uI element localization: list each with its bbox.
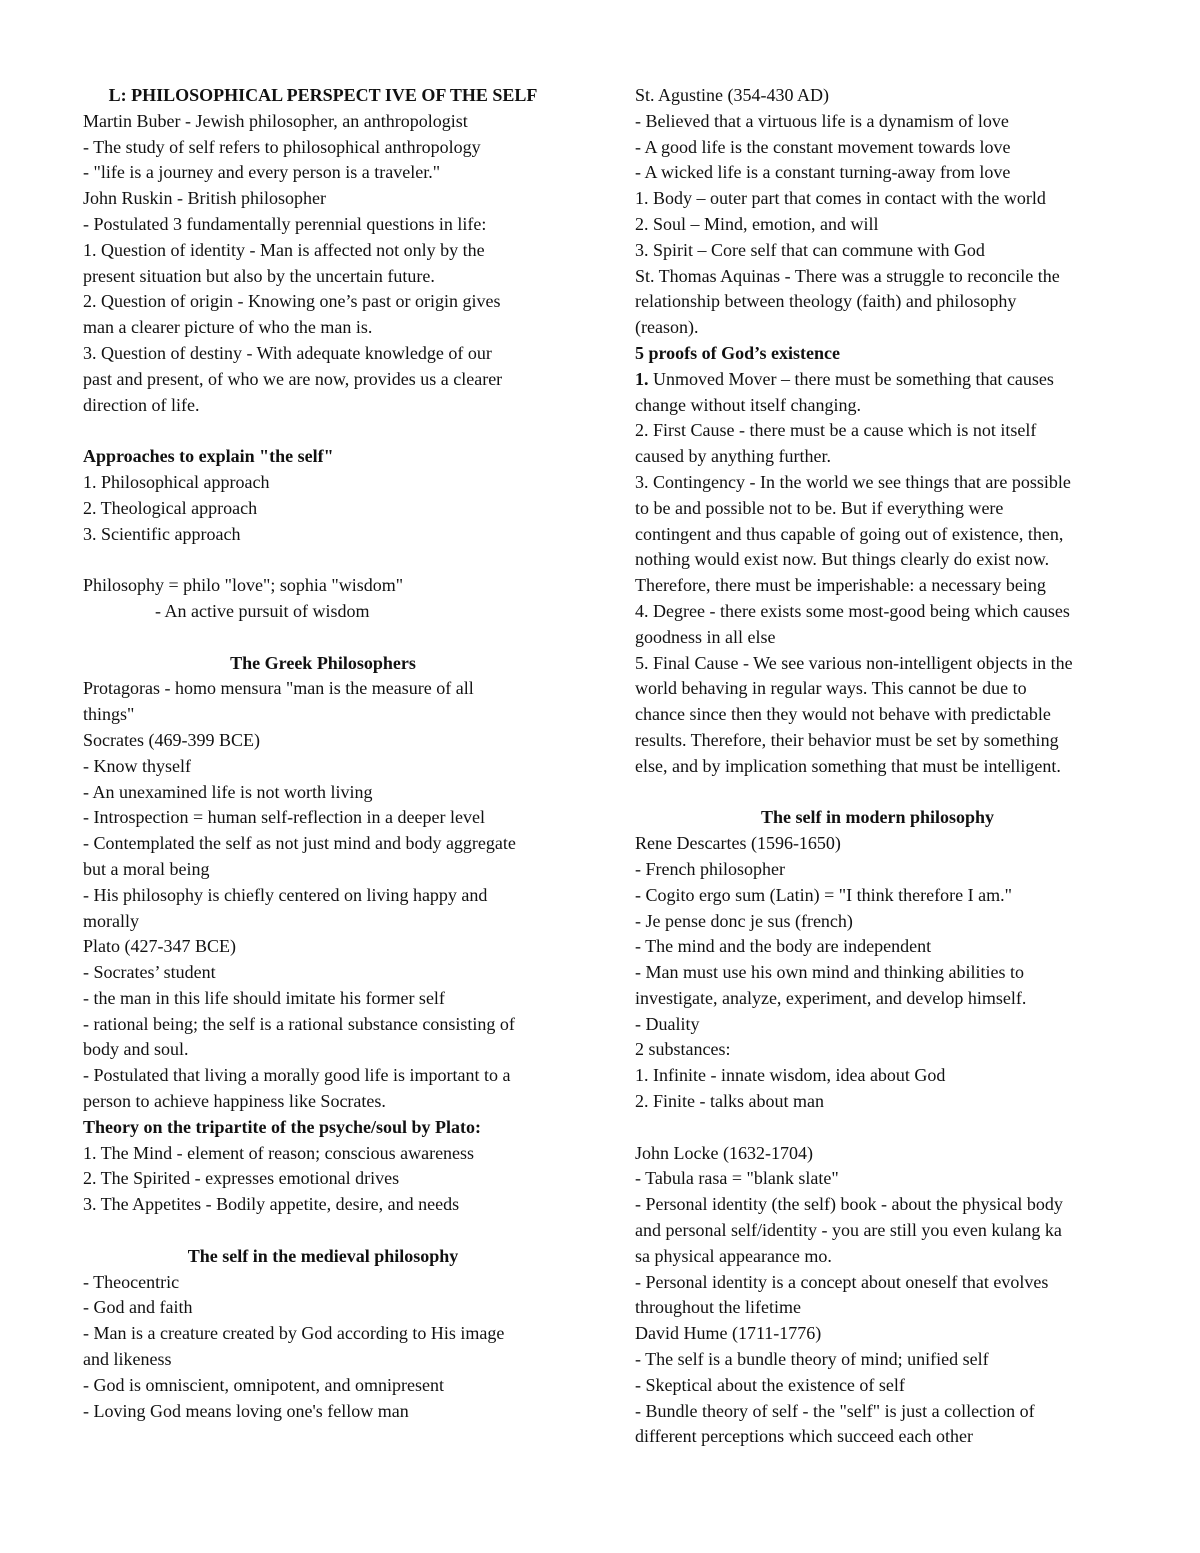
text-line: St. Thomas Aquinas - There was a struggle to reconcile the (635, 265, 1060, 286)
text-line: 5. Final Cause - We see various non-intelligent objects in the (635, 652, 1073, 673)
text-line: - God and faith (83, 1297, 193, 1318)
text-line: different perceptions which succeed each other (635, 1426, 974, 1447)
text-line: - Duality (635, 1013, 700, 1034)
text-line: 1. Question of identity - Man is affected not only by the (83, 239, 485, 260)
text-line: caused by anything further. (635, 446, 831, 467)
list-item: 2. Theological approach (83, 497, 258, 518)
text-line: 3. Question of destiny - With adequate knowledge of our (83, 342, 492, 363)
spacer (83, 1218, 563, 1244)
text-line: Socrates (469-399 BCE) (83, 729, 260, 750)
text-line: body and soul. (83, 1039, 189, 1060)
tripartite-heading: Theory on the tripartite of the psyche/soul by Plato: (83, 1116, 481, 1137)
text-line: else, and by implication something that must be intelligent. (635, 755, 1061, 776)
greek-heading: The Greek Philosophers (230, 652, 416, 673)
text-line: - the man in this life should imitate his former self (83, 987, 445, 1008)
text-line: Martin Buber - Jewish philosopher, an anthropologist (83, 110, 468, 131)
text-line: - Introspection = human self-reflection in a deeper level (83, 807, 485, 828)
text-line: - Je pense donc je sus (french) (635, 910, 853, 931)
proof-1-text: Unmoved Mover – there must be something that causes (648, 368, 1054, 389)
locke-hume-section (635, 1141, 1120, 1451)
text-line: to be and possible not to be. But if everything were (635, 497, 1004, 518)
text-line: 2. Finite - talks about man (635, 1091, 824, 1112)
text-line: 1. Infinite - innate wisdom, idea about God (635, 1065, 946, 1086)
text-line: - Man must use his own mind and thinking abilities to (635, 962, 1024, 983)
text-line: 4. Degree - there exists some most-good being which causes (635, 600, 1070, 621)
list-item: 3. The Appetites - Bodily appetite, desire, and needs (83, 1194, 460, 1215)
text-line: - An unexamined life is not worth living (83, 781, 373, 802)
text-line: - Personal identity (the self) book - about the physical body (635, 1194, 1063, 1215)
text-line: 2. Soul – Mind, emotion, and will (635, 213, 879, 234)
text-line: - God is omniscient, omnipotent, and omnipresent (83, 1374, 444, 1395)
text-line: Plato (427-347 BCE) (83, 936, 236, 957)
text-line: - rational being; the self is a rational substance consisting of (83, 1013, 515, 1034)
text-line: John Locke (1632-1704) (635, 1142, 813, 1163)
proofs-section (635, 393, 1120, 780)
text-line: things" (83, 704, 135, 725)
text-line: 2 substances: (635, 1039, 731, 1060)
list-item: 3. Scientific approach (83, 523, 241, 544)
text-line: - Believed that a virtuous life is a dynamism of love (635, 110, 1009, 131)
text-line: - Know thyself (83, 755, 191, 776)
intro-section (83, 109, 563, 419)
text-line: - The mind and the body are independent (635, 936, 932, 957)
spacer (83, 547, 563, 573)
text-line: past and present, of who we are now, provides us a clearer (83, 368, 503, 389)
text-line: - A wicked life is a constant turning-away from love (635, 162, 1011, 183)
text-line: - Tabula rasa = "blank slate" (635, 1168, 839, 1189)
text-line: - A good life is the constant movement towards love (635, 136, 1011, 157)
text-line: goodness in all else (635, 626, 776, 647)
text-line: - Bundle theory of self - the "self" is just a collection of (635, 1400, 1035, 1421)
text-line: David Hume (1711-1776) (635, 1323, 822, 1344)
text-line: person to achieve happiness like Socrates. (83, 1091, 386, 1112)
text-line: - Personal identity is a concept about oneself that evolves (635, 1271, 1049, 1292)
text-line: present situation but also by the uncertain future. (83, 265, 435, 286)
text-line: - Postulated that living a morally good life is important to a (83, 1065, 511, 1086)
text-line: - Skeptical about the existence of self (635, 1374, 905, 1395)
text-line: - Man is a creature created by God according to His image (83, 1323, 505, 1344)
philosophy-definition: Philosophy = philo "love"; sophia "wisdom" (83, 575, 404, 596)
text-line: direction of life. (83, 394, 200, 415)
medieval-heading: The self in the medieval philosophy (187, 1245, 459, 1266)
medieval-section (83, 1270, 563, 1425)
text-line: Rene Descartes (1596-1650) (635, 833, 841, 854)
text-line: relationship between theology (faith) and philosophy (635, 291, 1017, 312)
text-line: - Loving God means loving one's fellow man (83, 1400, 409, 1421)
text-line: man a clearer picture of who the man is. (83, 317, 373, 338)
proofs-heading: 5 proofs of God’s existence (635, 342, 840, 363)
text-line: Protagoras - homo mensura "man is the measure of all (83, 678, 474, 699)
text-line: - The study of self refers to philosophical anthropology (83, 136, 481, 157)
text-line: results. Therefore, their behavior must be set by something (635, 729, 1059, 750)
modern-heading: The self in modern philosophy (760, 807, 995, 828)
text-line: 1. Body – outer part that comes in contact with the world (635, 188, 1046, 209)
text-line: - "life is a journey and every person is a traveler." (83, 162, 441, 183)
list-item: 1. Philosophical approach (83, 471, 270, 492)
text-line: nothing would exist now. But things clearly do exist now. (635, 549, 1050, 570)
spacer (635, 1115, 1120, 1141)
text-line: world behaving in regular ways. This cannot be due to (635, 678, 1027, 699)
text-line: - Socrates’ student (83, 962, 216, 983)
text-line: (reason). (635, 317, 699, 338)
text-line: - Theocentric (83, 1271, 180, 1292)
augustine-section (635, 83, 1120, 341)
tripartite-list (83, 1141, 563, 1218)
approaches-heading: Approaches to explain "the self" (83, 446, 334, 467)
text-line: John Ruskin - British philosopher (83, 188, 327, 209)
text-line: - His philosophy is chiefly centered on living happy and (83, 884, 488, 905)
document-title: L: PHILOSOPHICAL PERSPECT IVE OF THE SELF (108, 85, 538, 105)
text-line: morally (83, 910, 139, 931)
right-column (635, 83, 1120, 1450)
text-line: - French philosopher (635, 858, 785, 879)
text-line: throughout the lifetime (635, 1297, 801, 1318)
spacer (83, 418, 563, 444)
text-line: - Cogito ergo sum (Latin) = "I think therefore I am." (635, 884, 1012, 905)
text-line: St. Agustine (354-430 AD) (635, 85, 830, 105)
left-column (83, 83, 563, 1424)
philosophy-subdefinition: - An active pursuit of wisdom (155, 600, 370, 621)
list-item: 2. The Spirited - expresses emotional drives (83, 1168, 400, 1189)
greek-section (83, 676, 563, 1115)
proof-1-number: 1. (635, 368, 649, 389)
text-line: change without itself changing. (635, 394, 861, 415)
text-line: contingent and thus capable of going out of existence, then, (635, 523, 1064, 544)
text-line: sa physical appearance mo. (635, 1245, 832, 1266)
approaches-list (83, 470, 563, 547)
text-line: 2. Question of origin - Knowing one’s past or origin gives (83, 291, 501, 312)
list-item: 1. The Mind - element of reason; conscious awareness (83, 1142, 475, 1163)
text-line: 3. Spirit – Core self that can commune with God (635, 239, 985, 260)
text-line: but a moral being (83, 858, 210, 879)
text-line: and likeness (83, 1349, 172, 1370)
text-line: and personal self/identity - you are still you even kulang ka (635, 1220, 1062, 1241)
text-line: investigate, analyze, experiment, and develop himself. (635, 987, 1027, 1008)
spacer (83, 625, 563, 651)
text-line: 3. Contingency - In the world we see things that are possible (635, 471, 1071, 492)
text-line: Therefore, there must be imperishable: a necessary being (635, 575, 1046, 596)
text-line: - Postulated 3 fundamentally perennial questions in life: (83, 213, 487, 234)
spacer (635, 780, 1120, 806)
proof-1-line (635, 367, 1120, 393)
text-line: 2. First Cause - there must be a cause which is not itself (635, 420, 1037, 441)
descartes-section (635, 831, 1120, 1115)
text-line: chance since then they would not behave with predictable (635, 704, 1051, 725)
text-line: - Contemplated the self as not just mind and body aggregate (83, 833, 516, 854)
text-line: - The self is a bundle theory of mind; unified self (635, 1349, 989, 1370)
